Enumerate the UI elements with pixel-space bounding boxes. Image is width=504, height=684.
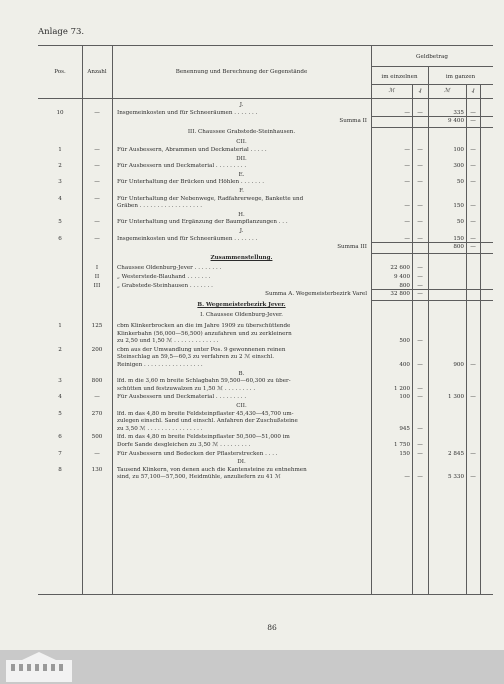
amount-einzeln-pfennig: — <box>417 442 423 448</box>
amount-ganzen-pfennig: — <box>470 147 476 153</box>
amount-ganzen-pfennig: — <box>470 474 476 481</box>
row-pos: 3 <box>58 179 62 186</box>
amount-einzeln-mark: — <box>404 163 410 170</box>
row-anzahl: 800 <box>91 378 103 385</box>
amount-einzeln-pfennig: — <box>417 425 423 432</box>
section-heading: B. Wegemeisterbezirk Jever. <box>197 301 286 308</box>
row-pos: 2 <box>58 163 62 170</box>
amount-einzeln-mark: 400 <box>399 362 410 368</box>
row-anzahl: — <box>94 394 100 401</box>
amount-ganzen-pfennig: — <box>470 179 476 186</box>
amount-ganzen-mark: 9 400 <box>447 118 464 125</box>
row-description: Für Ausbessern, Abrammen und Deckmaterial . . . . . <box>117 147 267 153</box>
row-description: Für Ausbessern und Deckmaterial . . . . . . . . . <box>117 394 247 401</box>
row-pos: 2 <box>58 346 62 353</box>
amount-einzeln-mark: — <box>404 235 410 242</box>
amount-einzeln-pfennig: — <box>417 265 423 272</box>
unit-mark: ℳ <box>444 88 450 94</box>
row-description: cbm Klinkerbrocken an die im Jahre 1909 zu überschüttende <box>117 323 291 329</box>
column-header-geldbetrag: Geldbetrag <box>416 54 448 60</box>
row-description: Für Ausbessern und Bedecken der Pflasterstrecken . . . . <box>117 450 278 457</box>
row-letter: J. <box>239 228 244 234</box>
row-description: lfd. m die 3,60 m breite Schlagbahn 59,500—60,300 zu über- <box>117 378 291 385</box>
row-letter: DII. <box>236 155 247 162</box>
row-letter: DI. <box>237 459 246 466</box>
amount-einzeln-pfennig: — <box>417 274 423 280</box>
amount-ganzen-pfennig: — <box>470 203 476 210</box>
row-anzahl: I <box>95 265 99 272</box>
amount-ganzen-pfennig: — <box>470 244 476 251</box>
header-bottom-rule <box>38 98 493 99</box>
amount-einzeln-mark: — <box>404 203 410 210</box>
summa-label: Summa A. Wegemeisterbezirk Varel <box>265 291 367 298</box>
column-header-anzahl: Anzahl <box>87 69 107 75</box>
amount-einzeln-mark: — <box>404 147 410 153</box>
unit-mark: ℳ <box>388 88 395 94</box>
amount-einzeln-pfennig: — <box>417 203 423 210</box>
table-top-rule <box>38 45 493 46</box>
row-description: Insgemeinkosten und für Schneeräumen . . . . . . . <box>117 235 258 242</box>
subcolumn-divider <box>480 84 481 594</box>
row-anzahl: — <box>94 450 100 457</box>
amount-einzeln-pfennig: — <box>417 109 423 116</box>
row-description: Für Unterhaltung der Brücken und Höhlen . . . . . . . <box>117 179 264 186</box>
row-description: lfd. m das 4,80 m breite Feldsteinpflaster 45,430—45,700 um- <box>117 410 294 417</box>
amount-einzeln-mark: 150 <box>399 450 410 457</box>
amount-ganzen-pfennig: — <box>470 450 476 457</box>
column-divider <box>112 45 113 594</box>
column-divider <box>82 45 83 594</box>
amount-ganzen-mark: 335 <box>453 109 464 116</box>
row-description: Klinkerbahn (56,000—56,500) anzufahren und zu zerkleinern <box>117 330 292 337</box>
section-heading: Zusammenstellung. <box>210 254 273 261</box>
summa-rule <box>371 253 493 254</box>
amount-ganzen-pfennig: — <box>470 163 476 170</box>
amount-einzeln-pfennig: — <box>417 450 423 457</box>
table-bottom-rule <box>38 594 493 595</box>
amount-einzeln-pfennig: — <box>417 474 423 481</box>
row-pos: 1 <box>58 323 62 329</box>
amount-ganzen-pfennig: — <box>470 118 476 125</box>
column-header-pos: Pos. <box>54 69 66 75</box>
row-anzahl: III <box>93 282 101 289</box>
unit-pfennig: ₰ <box>418 88 422 94</box>
row-description: sind, zu 57,100—57,500, Heidmühle, anzuliefern zu 41 ℳ <box>117 474 281 481</box>
amount-ganzen-pfennig: — <box>470 219 476 226</box>
amount-einzeln-pfennig: — <box>417 385 423 392</box>
amount-ganzen-mark: 2 845 <box>447 450 464 457</box>
column-header-benennung: Benennung und Berechnung der Gegenstände <box>175 69 308 75</box>
amount-ganzen-mark: 900 <box>453 362 464 368</box>
row-anzahl: 125 <box>91 323 103 329</box>
amount-ganzen-mark: 1 300 <box>447 394 464 401</box>
row-letter: CII. <box>236 139 247 146</box>
row-description: Dorfe Sande desgleichen zu 3,50 ℳ . . . . . . . . . <box>117 442 251 448</box>
summa-rule <box>371 300 493 301</box>
row-pos: 3 <box>58 378 62 385</box>
amount-einzeln-mark: 500 <box>399 338 410 345</box>
subcolumn-divider <box>466 84 467 594</box>
amount-einzeln-mark: 1 750 <box>393 442 410 448</box>
row-pos: 4 <box>58 195 62 202</box>
row-anzahl: 200 <box>91 346 103 353</box>
row-description: Tausend Klinkern, von denen auch die Kantensteine zu entnehmen <box>117 466 307 473</box>
row-pos: 4 <box>58 394 62 401</box>
column-header-im-ganzen: im ganzen <box>445 74 476 80</box>
amount-ganzen-mark: 150 <box>453 235 464 242</box>
row-description: Reinigen . . . . . . . . . . . . . . . . . <box>117 362 203 368</box>
row-pos: 5 <box>58 219 62 226</box>
row-description: Chaussee Oldenburg-Jever . . . . . . . . <box>117 265 222 272</box>
row-description: Für Unterhaltung und Ergänzung der Baumpflanzungen . . . <box>117 219 288 226</box>
amount-ganzen-pfennig: — <box>470 362 476 368</box>
column-header-im-einzelnen: im einzelnen <box>381 74 418 80</box>
row-letter: J. <box>239 102 244 108</box>
row-description: zu 3,50 ℳ . . . . . . . . . . . . . . . . <box>117 425 203 432</box>
row-pos: 6 <box>58 235 62 242</box>
amount-einzeln-pfennig: — <box>417 282 423 289</box>
amount-einzeln-mark: 800 <box>399 282 410 289</box>
page-number: 86 <box>267 623 277 632</box>
amount-einzeln-pfennig: — <box>417 147 423 153</box>
row-description: „ Grabstede-Steinhausen . . . . . . . <box>117 282 213 289</box>
row-anzahl: — <box>94 147 100 153</box>
amount-einzeln-mark: — <box>404 474 410 481</box>
amount-ganzen-mark: 50 <box>456 179 464 186</box>
row-description: lfd. m das 4,80 m breite Feldsteinpflaster 50,500—51,000 im <box>117 434 290 441</box>
geldbetrag-rule <box>371 66 493 67</box>
row-anzahl: — <box>94 109 100 116</box>
unit-pfennig: ₰ <box>471 88 475 94</box>
row-anzahl: — <box>94 195 100 202</box>
amount-einzeln-pfennig: — <box>417 291 423 298</box>
amount-ganzen-pfennig: — <box>470 394 476 401</box>
row-description: Für Unterhaltung der Nebenwege, Radfahrerwege, Bankette und <box>117 195 304 202</box>
scan-footer-band <box>0 650 504 684</box>
amount-einzeln-mark: — <box>404 179 410 186</box>
amount-einzeln-mark: 945 <box>399 425 410 432</box>
amount-einzeln-pfennig: — <box>417 362 423 368</box>
summa-label: Summa II <box>339 118 367 125</box>
unit-rule <box>371 84 493 85</box>
row-pos: 5 <box>58 410 62 417</box>
summa-rule <box>371 289 493 290</box>
amount-ganzen-mark: 300 <box>453 163 464 170</box>
amount-ganzen-pfennig: — <box>470 109 476 116</box>
amount-einzeln-mark: — <box>404 109 410 116</box>
row-description: Insgemeinkosten und für Schneeräumen . . . . . . . <box>117 109 258 116</box>
amount-einzeln-mark: 9 400 <box>393 274 410 280</box>
amount-ganzen-mark: 800 <box>453 244 464 251</box>
row-description: schütten und festzuwalzen zu 1,50 ℳ . . . . . . . . . <box>117 385 256 392</box>
amount-einzeln-pfennig: — <box>417 394 423 401</box>
summa-rule <box>371 242 493 243</box>
row-description: zulegen einschl. Sand und einschl. Anfahren der Zuschußsteine <box>117 418 298 425</box>
amount-einzeln-pfennig: — <box>417 338 423 345</box>
amount-ganzen-mark: 5 330 <box>447 474 464 481</box>
amount-ganzen-mark: 50 <box>456 219 464 226</box>
row-anzahl: — <box>94 179 100 186</box>
row-letter: F. <box>239 188 244 194</box>
summa-rule <box>371 116 493 117</box>
library-logo-icon <box>2 650 82 684</box>
column-divider <box>428 66 429 594</box>
section-title: I. Chaussee Oldenburg-Jever. <box>200 312 283 319</box>
row-anzahl: — <box>94 235 100 242</box>
row-description: „ Westerstede-Blauhand . . . . . . . <box>117 274 211 280</box>
row-anzahl: 130 <box>91 466 103 473</box>
amount-ganzen-mark: 100 <box>453 147 464 153</box>
section-title: III. Chaussee Grabstede-Steinhausen. <box>187 128 296 135</box>
amount-ganzen-pfennig: — <box>470 235 476 242</box>
amount-einzeln-mark: — <box>404 219 410 226</box>
row-anzahl: — <box>94 219 100 226</box>
row-pos: 8 <box>58 466 62 473</box>
row-letter: CII. <box>236 403 247 409</box>
row-pos: 10 <box>56 109 64 116</box>
row-letter: H. <box>238 211 245 218</box>
amount-einzeln-mark: 100 <box>399 394 410 401</box>
amount-einzeln-pfennig: — <box>417 235 423 242</box>
row-description: Für Ausbessern und Deckmaterial . . . . . . . . . <box>117 163 247 170</box>
row-pos: 1 <box>58 147 62 153</box>
row-description: Steinschlag an 59,5—60,3 zu verfahren zu 2 ℳ einschl. <box>117 354 275 361</box>
amount-einzeln-pfennig: — <box>417 163 423 170</box>
amount-einzeln-mark: 32 800 <box>390 291 410 298</box>
row-description: zu 2,50 und 1,50 ℳ . . . . . . . . . . . . . <box>117 338 219 345</box>
row-description: Gräben . . . . . . . . . . . . . . . . . . <box>117 203 202 210</box>
row-letter: B. <box>238 370 245 377</box>
row-letter: E. <box>238 171 245 178</box>
amount-einzeln-mark: 22 600 <box>390 265 410 272</box>
row-anzahl: 500 <box>91 434 103 441</box>
row-anzahl: — <box>94 163 100 170</box>
amount-einzeln-pfennig: — <box>417 219 423 226</box>
row-pos: 6 <box>58 434 62 441</box>
row-anzahl: 270 <box>91 410 103 417</box>
page-header: Anlage 73. <box>38 27 85 37</box>
amount-einzeln-mark: 1 200 <box>393 385 410 392</box>
amount-ganzen-mark: 150 <box>453 203 464 210</box>
row-anzahl: II <box>94 274 100 280</box>
summa-label: Summa III <box>337 244 367 251</box>
amount-einzeln-pfennig: — <box>417 179 423 186</box>
row-description: cbm aus der Umwandlung unter Pos. 9 gewonnenen reinen <box>117 346 286 353</box>
summa-rule <box>371 127 493 128</box>
row-pos: 7 <box>58 450 62 457</box>
